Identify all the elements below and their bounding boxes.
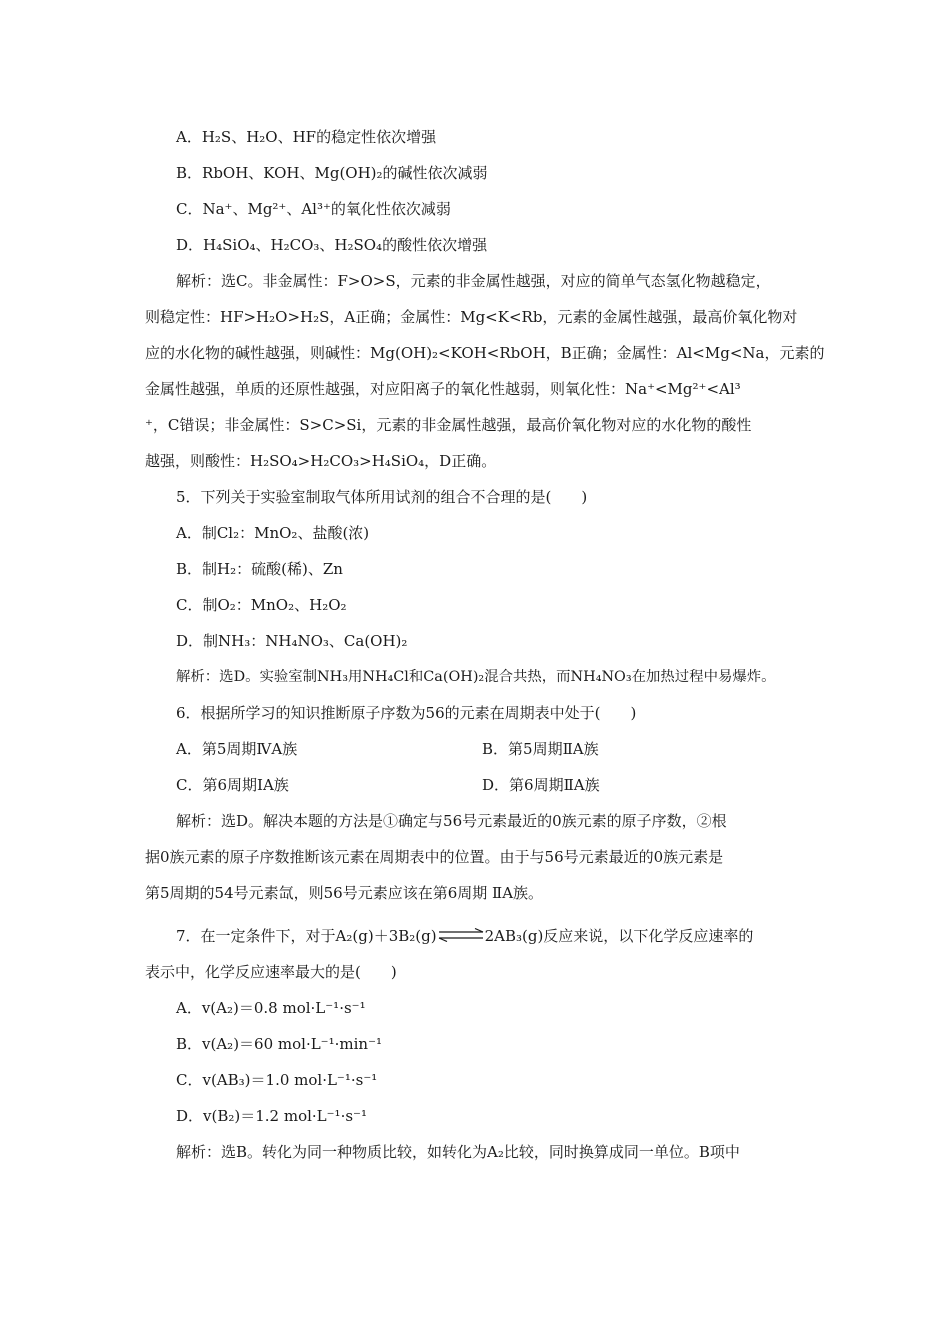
reversible-arrow-icon	[437, 927, 485, 947]
explanation-q4-line-5: ⁺，C错误；非金属性：S>C>Si，元素的非金属性越强，最高价氧化物对应的水化物的酸性	[145, 416, 752, 434]
question-5-stem: 5．下列关于实验室制取气体所用试剂的组合不合理的是( )	[176, 488, 588, 506]
explanation-q4-line-3: 应的水化物的碱性越强，则碱性：Mg(OH)₂<KOH<RbOH，B正确；金属性：Al<Mg<Na，元素的	[145, 344, 825, 362]
option-a-q5: A．制Cl₂：MnO₂、盐酸(浓)	[176, 524, 370, 542]
explanation-q4-line-1: 解析：选C。非金属性：F>O>S，元素的非金属性越强，对应的简单气态氢化物越稳定，	[176, 272, 771, 290]
question-7-stem-line-1	[176, 926, 753, 947]
question-6-stem: 6．根据所学习的知识推断原子序数为56的元素在周期表中处于( )	[176, 704, 637, 722]
explanation-q4-line-4: 金属性越强，单质的还原性越强，对应阳离子的氧化性越弱，则氧化性：Na⁺<Mg²⁺<Al³	[145, 380, 741, 398]
option-d-q4: D．H₄SiO₄、H₂CO₃、H₂SO₄的酸性依次增强	[176, 236, 488, 254]
explanation-q6-line-1: 解析：选D。解决本题的方法是①确定与56号元素最近的0族元素的原子序数，②根	[176, 812, 727, 830]
option-a-q7: A．v(A₂)＝0.8 mol·L⁻¹·s⁻¹	[176, 999, 366, 1017]
option-b-q7: B．v(A₂)＝60 mol·L⁻¹·min⁻¹	[176, 1035, 382, 1053]
option-d-q7: D．v(B₂)＝1.2 mol·L⁻¹·s⁻¹	[176, 1107, 367, 1125]
option-c-q5: C．制O₂：MnO₂、H₂O₂	[176, 596, 347, 614]
explanation-q6-line-2: 据0族元素的原子序数推断该元素在周期表中的位置。由于与56号元素最近的0族元素是	[145, 848, 724, 866]
question-7-stem-part-2: 2AB₃(g)反应来说，以下化学反应速率的	[484, 927, 754, 945]
explanation-q7-line-1: 解析：选B。转化为同一种物质比较，如转化为A₂比较，同时换算成同一单位。B项中	[176, 1143, 740, 1161]
question-7-stem-line-2: 表示中，化学反应速率最大的是( )	[145, 963, 397, 981]
explanation-q6-line-3: 第5周期的54号元素氙，则56号元素应该在第6周期 ⅡA族。	[145, 884, 544, 902]
option-a-q6: A．第5周期ⅣA族	[176, 740, 298, 758]
option-a-q4: A．H₂S、H₂O、HF的稳定性依次增强	[176, 128, 437, 146]
option-d-q6: D．第6周期ⅡA族	[482, 776, 600, 794]
option-c-q7: C．v(AB₃)＝1.0 mol·L⁻¹·s⁻¹	[176, 1071, 378, 1089]
explanation-q4-line-6: 越强，则酸性：H₂SO₄>H₂CO₃>H₄SiO₄，D正确。	[145, 452, 497, 470]
option-c-q6: C．第6周期ⅠA族	[176, 776, 289, 794]
option-b-q6: B．第5周期ⅡA族	[482, 740, 599, 758]
option-c-q4: C．Na⁺、Mg²⁺、Al³⁺的氧化性依次减弱	[176, 200, 451, 218]
option-d-q5: D．制NH₃：NH₄NO₃、Ca(OH)₂	[176, 632, 408, 650]
explanation-q5: 解析：选D。实验室制NH₃用NH₄Cl和Ca(OH)₂混合共热，而NH₄NO₃在加热过程中易爆炸。	[176, 669, 776, 685]
question-7-stem-part-1: 7．在一定条件下，对于A₂(g)＋3B₂(g)	[176, 927, 437, 945]
option-b-q4: B．RbOH、KOH、Mg(OH)₂的碱性依次减弱	[176, 164, 488, 182]
explanation-q4-line-2: 则稳定性：HF>H₂O>H₂S，A正确；金属性：Mg<K<Rb，元素的金属性越强，最高价氧化物对	[145, 308, 798, 326]
option-b-q5: B．制H₂：硫酸(稀)、Zn	[176, 560, 343, 578]
